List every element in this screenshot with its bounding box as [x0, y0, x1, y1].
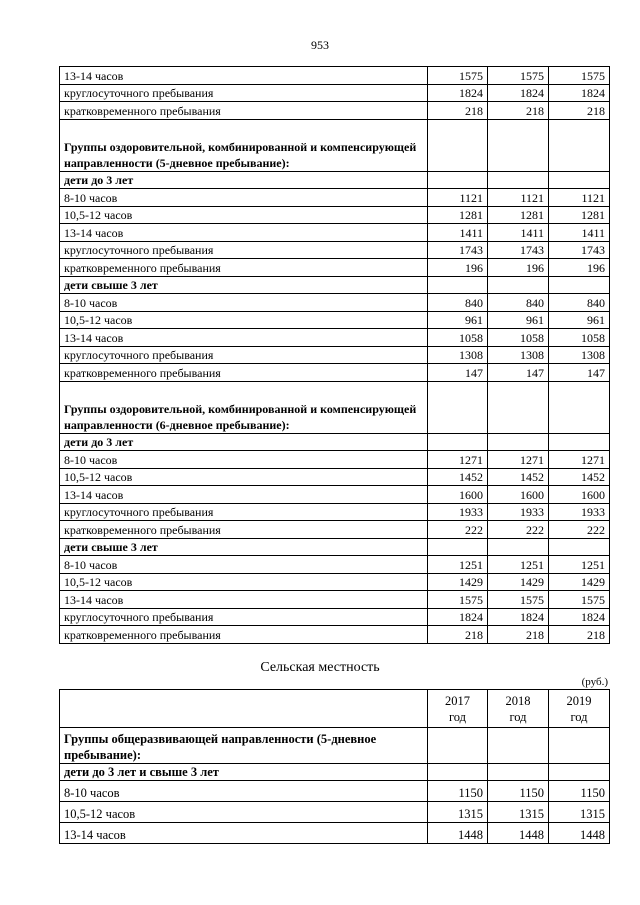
table-row — [60, 294, 610, 312]
value-cell: 1743 — [488, 241, 549, 259]
row-label-cell: круглосуточного пребывания — [60, 84, 428, 102]
value-cell — [549, 171, 610, 189]
value-cell: 1575 — [549, 591, 610, 609]
value-cell: 1429 — [549, 573, 610, 591]
value-cell: 1448 — [549, 823, 610, 844]
group-heading-cell: дети до 3 лет — [60, 433, 428, 451]
value-cell: 147 — [428, 364, 488, 382]
table-row — [60, 728, 610, 764]
value-cell: 196 — [428, 259, 488, 277]
value-cell: 1743 — [428, 241, 488, 259]
value-cell — [488, 119, 549, 171]
value-cell: 1824 — [428, 608, 488, 626]
table-row — [60, 538, 610, 556]
row-label-cell: 13-14 часов — [60, 329, 428, 347]
table-row — [60, 311, 610, 329]
row-label-cell: круглосуточного пребывания — [60, 503, 428, 521]
value-cell — [488, 728, 549, 764]
value-cell: 1448 — [488, 823, 549, 844]
row-label-cell: круглосуточного пребывания — [60, 241, 428, 259]
table-row — [60, 206, 610, 224]
value-cell: 1600 — [549, 486, 610, 504]
row-label-cell: 8-10 часов — [60, 189, 428, 207]
header-year-2018 — [488, 690, 549, 728]
tariff-table-rural — [59, 689, 610, 844]
table-row — [60, 364, 610, 382]
value-cell: 1411 — [549, 224, 610, 242]
value-cell: 1824 — [549, 608, 610, 626]
value-cell: 1933 — [549, 503, 610, 521]
row-label-cell: 10,5-12 часов — [60, 311, 428, 329]
table-row — [60, 171, 610, 189]
value-cell: 1933 — [488, 503, 549, 521]
value-cell: 1600 — [488, 486, 549, 504]
value-cell: 1452 — [549, 468, 610, 486]
value-cell: 222 — [549, 521, 610, 539]
header-label-cell — [60, 690, 428, 728]
value-cell: 961 — [428, 311, 488, 329]
value-cell: 1575 — [488, 591, 549, 609]
value-cell: 1271 — [428, 451, 488, 469]
row-label-cell: 8-10 часов — [60, 451, 428, 469]
table-row — [60, 521, 610, 539]
row-label-cell: кратковременного пребывания — [60, 521, 428, 539]
group-heading-cell: Группы оздоровительной, комбинированной и компенсирующей направленности (6-дневное пребывание): — [60, 381, 428, 433]
row-label-cell: кратковременного пребывания — [60, 259, 428, 277]
row-label-cell: кратковременного пребывания — [60, 626, 428, 644]
value-cell — [549, 538, 610, 556]
table-row — [60, 764, 610, 781]
value-cell — [428, 276, 488, 294]
value-cell: 1308 — [488, 346, 549, 364]
row-label-cell: 10,5-12 часов — [60, 573, 428, 591]
table-row — [60, 823, 610, 844]
value-cell: 961 — [488, 311, 549, 329]
row-label-cell: 10,5-12 часов — [60, 206, 428, 224]
table-row — [60, 451, 610, 469]
value-cell: 1575 — [488, 67, 549, 85]
value-cell: 1824 — [428, 84, 488, 102]
value-cell: 1251 — [549, 556, 610, 574]
unit-label: (руб.) — [581, 676, 608, 688]
value-cell: 222 — [488, 521, 549, 539]
header-year: 2019 — [566, 693, 592, 708]
table-row — [60, 468, 610, 486]
table-row — [60, 67, 610, 85]
value-cell: 1058 — [428, 329, 488, 347]
value-cell — [428, 538, 488, 556]
row-label-cell: круглосуточного пребывания — [60, 346, 428, 364]
value-cell: 1271 — [488, 451, 549, 469]
value-cell: 1150 — [549, 781, 610, 802]
value-cell: 961 — [549, 311, 610, 329]
table-row — [60, 591, 610, 609]
value-cell: 1121 — [488, 189, 549, 207]
value-cell — [428, 119, 488, 171]
value-cell — [488, 433, 549, 451]
value-cell — [549, 728, 610, 764]
table-row — [60, 556, 610, 574]
row-label-cell: 8-10 часов — [60, 556, 428, 574]
value-cell: 1308 — [549, 346, 610, 364]
table-row — [60, 241, 610, 259]
value-cell: 1575 — [549, 67, 610, 85]
value-cell: 1824 — [488, 608, 549, 626]
page-number: 953 — [311, 38, 329, 52]
value-cell: 1308 — [428, 346, 488, 364]
table-row — [60, 486, 610, 504]
group-heading-cell: дети свыше 3 лет — [60, 276, 428, 294]
row-label-cell: круглосуточного пребывания — [60, 608, 428, 626]
value-cell: 1600 — [428, 486, 488, 504]
value-cell: 147 — [549, 364, 610, 382]
table-row — [60, 381, 610, 433]
value-cell: 218 — [488, 102, 549, 120]
value-cell: 218 — [549, 102, 610, 120]
value-cell — [488, 764, 549, 781]
value-cell: 1824 — [549, 84, 610, 102]
section-title: Сельская местность — [260, 660, 380, 675]
value-cell: 1429 — [488, 573, 549, 591]
value-cell: 196 — [488, 259, 549, 277]
value-cell — [428, 171, 488, 189]
value-cell: 218 — [488, 626, 549, 644]
row-label-cell: 13-14 часов — [60, 224, 428, 242]
value-cell: 196 — [549, 259, 610, 277]
value-cell — [488, 276, 549, 294]
group-heading-cell: Группы общеразвивающей направленности (5-дневное пребывание): — [60, 728, 428, 764]
value-cell: 1743 — [549, 241, 610, 259]
value-cell: 1315 — [428, 802, 488, 823]
header-year-suffix: год — [448, 709, 467, 724]
header-year: 2018 — [505, 693, 531, 708]
table-row — [60, 608, 610, 626]
group-heading-cell: дети до 3 лет и свыше 3 лет — [60, 764, 428, 781]
value-cell: 1452 — [488, 468, 549, 486]
group-heading-cell: дети свыше 3 лет — [60, 538, 428, 556]
row-label-cell: 13-14 часов — [60, 591, 428, 609]
header-year-suffix: год — [570, 709, 588, 724]
table-row — [60, 119, 610, 171]
value-cell: 147 — [488, 364, 549, 382]
value-cell — [488, 171, 549, 189]
value-cell — [549, 276, 610, 294]
table-row — [60, 102, 610, 120]
value-cell: 1150 — [488, 781, 549, 802]
value-cell: 1058 — [488, 329, 549, 347]
table-row — [60, 626, 610, 644]
value-cell — [428, 381, 488, 433]
value-cell: 1824 — [488, 84, 549, 102]
value-cell: 1281 — [549, 206, 610, 224]
row-label-cell: 10,5-12 часов — [60, 468, 428, 486]
tariff-table-urban — [59, 66, 610, 644]
table-row — [60, 329, 610, 347]
value-cell: 840 — [488, 294, 549, 312]
value-cell: 1281 — [488, 206, 549, 224]
value-cell — [428, 728, 488, 764]
value-cell: 1411 — [428, 224, 488, 242]
value-cell: 1575 — [428, 591, 488, 609]
header-year-suffix: год — [509, 709, 527, 724]
row-label-cell: кратковременного пребывания — [60, 102, 428, 120]
table-row — [60, 781, 610, 802]
value-cell: 1448 — [428, 823, 488, 844]
table-header-row — [60, 690, 610, 728]
header-year-2017 — [428, 690, 488, 728]
table-row — [60, 84, 610, 102]
value-cell: 840 — [549, 294, 610, 312]
header-year-2019 — [549, 690, 610, 728]
row-label-cell: 10,5-12 часов — [60, 802, 428, 823]
value-cell: 1411 — [488, 224, 549, 242]
table-row — [60, 224, 610, 242]
value-cell: 1251 — [428, 556, 488, 574]
table-row — [60, 346, 610, 364]
group-heading-cell: дети до 3 лет — [60, 171, 428, 189]
value-cell: 1315 — [488, 802, 549, 823]
value-cell — [428, 433, 488, 451]
table-row — [60, 802, 610, 823]
value-cell: 218 — [428, 626, 488, 644]
table-row — [60, 433, 610, 451]
value-cell: 1121 — [549, 189, 610, 207]
table-row — [60, 503, 610, 521]
value-cell — [549, 433, 610, 451]
value-cell: 218 — [428, 102, 488, 120]
value-cell: 218 — [549, 626, 610, 644]
value-cell — [488, 381, 549, 433]
row-label-cell: кратковременного пребывания — [60, 364, 428, 382]
row-label-cell: 8-10 часов — [60, 294, 428, 312]
value-cell: 1150 — [428, 781, 488, 802]
header-year: 2017 — [445, 693, 470, 708]
row-label-cell: 13-14 часов — [60, 67, 428, 85]
row-label-cell: 8-10 часов — [60, 781, 428, 802]
value-cell — [549, 764, 610, 781]
value-cell: 1121 — [428, 189, 488, 207]
value-cell: 1281 — [428, 206, 488, 224]
value-cell: 1429 — [428, 573, 488, 591]
value-cell: 1058 — [549, 329, 610, 347]
table-row — [60, 259, 610, 277]
row-label-cell: 13-14 часов — [60, 823, 428, 844]
value-cell: 1315 — [549, 802, 610, 823]
value-cell — [549, 381, 610, 433]
value-cell: 1933 — [428, 503, 488, 521]
value-cell — [549, 119, 610, 171]
value-cell: 222 — [428, 521, 488, 539]
table-row — [60, 189, 610, 207]
value-cell — [488, 538, 549, 556]
row-label-cell: 13-14 часов — [60, 486, 428, 504]
value-cell: 1251 — [488, 556, 549, 574]
value-cell: 840 — [428, 294, 488, 312]
value-cell — [428, 764, 488, 781]
table-row — [60, 573, 610, 591]
value-cell: 1271 — [549, 451, 610, 469]
group-heading-cell: Группы оздоровительной, комбинированной и компенсирующей направленности (5-дневное пребывание): — [60, 119, 428, 171]
table-row — [60, 276, 610, 294]
value-cell: 1575 — [428, 67, 488, 85]
value-cell: 1452 — [428, 468, 488, 486]
